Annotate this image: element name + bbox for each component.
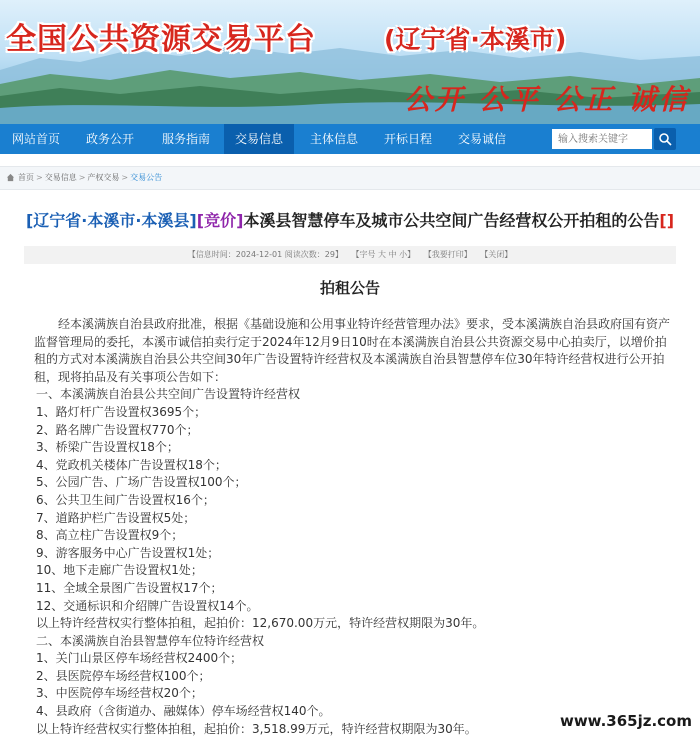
article-meta — [24, 246, 676, 264]
list-item: 7、道路护栏广告设置权5处； — [36, 510, 196, 525]
list-item: 2、路名牌广告设置权770个； — [36, 422, 199, 437]
site-banner — [0, 0, 700, 124]
section1-summary: 以上特许经营权实行整体拍租，起拍价：12,670.00万元，特许经营权期限为30年。 — [36, 616, 485, 631]
title-region: [辽宁省·本溪市·本溪县] — [25, 211, 197, 230]
home-icon — [6, 173, 15, 182]
nav-trade-info[interactable]: 交易信息 — [224, 124, 294, 154]
watermark: www.365jz.com — [559, 712, 692, 730]
document-heading: 拍租公告 — [319, 279, 380, 297]
print-link[interactable]: 【我要打印】 — [423, 250, 472, 259]
nav-subject-info[interactable]: 主体信息 — [309, 132, 358, 146]
nav-government[interactable]: 政务公开 — [85, 132, 134, 146]
section2-summary: 以上特许经营权实行整体拍租，起拍价：3,518.99万元，特许经营权期限为30年。 — [36, 721, 477, 736]
list-item: 3、中医院停车场经营权20个； — [36, 686, 203, 701]
section1-list — [36, 404, 676, 615]
nav-bid-schedule[interactable]: 开标日程 — [383, 132, 432, 146]
list-item: 9、游客服务中心广告设置权1处； — [36, 545, 220, 560]
site-region: (辽宁省·本溪市) — [384, 25, 567, 54]
breadcrumb-trade-info[interactable]: 交易信息 — [44, 173, 77, 182]
list-item: 1、路灯杆广告设置权3695个； — [36, 404, 207, 419]
search-button[interactable] — [654, 128, 676, 150]
info-time: 【信息时间：2024-12-01 阅读次数：29】 — [187, 250, 343, 259]
font-size-toggle[interactable]: 【字号 大 中 小】 — [351, 250, 416, 259]
intro-paragraph: 经本溪满族自治县政府批准，根据《基础设施和公用事业特许经营管理办法》要求，受本溪满族自治县政府国有资产监督管理局的委托，本溪市诚信拍卖行定于2024年12月9日10时在本溪满族自治县公共资源交易中心拍卖厅，以增价拍租的方式对本溪满族自治县公共空间30年广告设置特许经营权及本溪满族自治县智慧停车位30年特许经营权进行公开拍租，现将拍品及有关事项公告如下： — [34, 317, 671, 384]
title-tail: [] — [659, 211, 675, 230]
breadcrumb-trade-notice[interactable]: 交易公告 — [130, 173, 163, 182]
breadcrumb-home[interactable]: 首页 — [18, 173, 34, 182]
search-icon — [658, 132, 672, 146]
list-item: 4、县政府（含街道办、融媒体）停车场经营权140个。 — [36, 704, 331, 719]
list-item: 6、公共卫生间广告设置权16个； — [36, 492, 215, 507]
section2-list — [36, 650, 676, 720]
list-item: 5、公园广告、广场广告设置权100个； — [36, 475, 247, 490]
list-item: 11、全域全景图广告设置权17个； — [36, 580, 223, 595]
list-item: 8、高立柱广告设置权9个； — [36, 528, 184, 543]
search-input[interactable] — [552, 129, 652, 149]
list-item: 2、县医院停车场经营权100个； — [36, 668, 211, 683]
list-item: 12、交通标识和介绍牌广告设置权14个。 — [36, 598, 259, 613]
list-item: 4、党政机关楼体广告设置权18个； — [36, 457, 227, 472]
title-tag: [竞价] — [196, 211, 244, 230]
nav-trade-credit[interactable]: 交易诚信 — [457, 132, 506, 146]
nav-home[interactable]: 网站首页 — [11, 132, 60, 146]
list-item: 1、关门山景区停车场经营权2400个； — [36, 651, 243, 666]
section1-title: 一、本溪满族自治县公共空间广告设置特许经营权 — [36, 387, 301, 402]
article-content — [36, 316, 676, 738]
section2-title: 二、本溪满族自治县智慧停车位特许经营权 — [36, 633, 265, 648]
article-title — [0, 208, 700, 231]
main-nav — [0, 124, 700, 154]
breadcrumb-property-trade[interactable]: 产权交易 — [87, 173, 120, 182]
title-main: 本溪县智慧停车及城市公共空间广告经营权公开拍租的公告 — [243, 211, 660, 230]
site-title: 全国公共资源交易平台 — [6, 22, 316, 57]
breadcrumb: 首页 > 交易信息 > 产权交易 > 交易公告 — [0, 166, 700, 190]
slogan: 公开 公平 公正 诚信 — [403, 83, 690, 116]
nav-service-guide[interactable]: 服务指南 — [161, 132, 210, 146]
close-link[interactable]: 【关闭】 — [480, 250, 513, 259]
list-item: 3、桥梁广告设置权18个； — [36, 440, 179, 455]
list-item: 10、地下走廊广告设置权1处； — [36, 563, 203, 578]
